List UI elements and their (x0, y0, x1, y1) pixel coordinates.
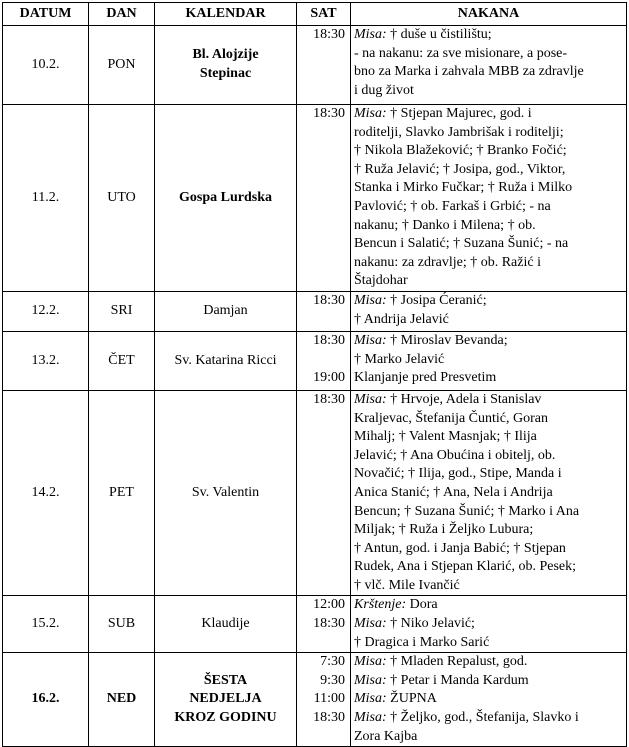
time-cell (297, 390, 351, 596)
intention-line: † Ruža Jelavić; † Josipa, god., Viktor, (354, 161, 566, 177)
time-value: 18:30 (313, 27, 345, 42)
intention-line: Misa: † Niko Jelavić; (354, 616, 475, 632)
intention-cell (351, 331, 627, 390)
header-kalendar: KALENDAR (155, 3, 297, 26)
table-row (3, 390, 627, 596)
intention-line: Rudek, Ana i Stjepan Klarić, ob. Pesek; (354, 559, 577, 575)
header-dan: DAN (89, 3, 155, 26)
calendar-cell (155, 291, 297, 331)
intention-line: Misa: † Hrvoje, Adela i Stanislav (354, 391, 542, 407)
intention-line: Bencun i Salatić; † Suzana Šunić; - na (354, 236, 569, 252)
intention-label: Misa: (354, 391, 387, 407)
intention-label: Misa: (354, 27, 387, 42)
intention-line: Misa: ŽUPNA (354, 691, 437, 707)
time-value: 19:00 (313, 370, 345, 386)
calendar-line: Gospa Lurdska (179, 189, 272, 205)
time-cell (297, 105, 351, 292)
calendar-line: Damjan (203, 303, 248, 319)
intention-line: † vlč. Mile Ivančić (354, 577, 460, 593)
intention-line: bno za Marka i zahvala MBB za zdravlje (354, 64, 584, 80)
intention-line: Zora Kajba (354, 728, 418, 744)
time-value: 18:30 (313, 616, 345, 632)
intention-line: Bencun; † Suzana Šunić; † Marko i Ana (354, 503, 580, 519)
intention-label: Misa: (354, 691, 387, 707)
time-cell (297, 26, 351, 105)
intention-line: Mihalj; † Valent Masnjak; † Ilija (354, 429, 537, 445)
intention-line: roditelji, Slavko Jambrišak i roditelji; (354, 124, 564, 140)
intention-label: Misa: (354, 292, 387, 308)
time-value: 11:00 (313, 691, 345, 707)
intention-line: Kraljevac, Štefanija Čuntić, Goran (354, 410, 548, 426)
calendar-line: KROZ GODINU (174, 710, 277, 726)
intention-cell (351, 291, 627, 331)
intention-line: Pavlović; † ob. Farkaš i Grbić; - na (354, 198, 551, 214)
intention-line: Miljak; † Ruža i Željko Lubura; (354, 522, 534, 538)
header-datum: DATUM (3, 3, 89, 26)
time-value: 18:30 (313, 332, 345, 348)
intention-line: † Dragica i Marko Sarić (354, 634, 490, 650)
time-cell (297, 653, 351, 747)
intention-cell (351, 596, 627, 653)
time-value: 7:30 (320, 654, 345, 670)
intention-label: Misa: (354, 106, 387, 121)
intention-line: Misa: † Stjepan Majurec, god. i (354, 106, 532, 121)
calendar-cell (155, 331, 297, 390)
calendar-line: NEDJELJA (189, 691, 262, 707)
calendar-line: Bl. Alojzije (192, 47, 259, 63)
intention-line: Jelavić; † Ana Obućina i obitelj, ob. (354, 447, 556, 463)
table-row (3, 331, 627, 390)
table-row (3, 596, 627, 653)
calendar-cell (155, 596, 297, 653)
intention-line: Anica Stanić; † Ana, Nela i Andrija (354, 484, 553, 500)
intention-label: Misa: (354, 654, 387, 670)
day-cell: SUB (89, 596, 155, 653)
day-cell: NED (89, 653, 155, 747)
time-value: 18:30 (313, 292, 345, 308)
calendar-line: Sv. Katarina Ricci (174, 352, 277, 368)
intention-label: Misa: (354, 332, 387, 348)
intention-line: Misa: † Željko, god., Štefanija, Slavko i (354, 710, 579, 726)
calendar-cell (155, 390, 297, 596)
intention-label: Misa: (354, 710, 387, 726)
calendar-line: ŠESTA (203, 672, 248, 688)
time-cell (297, 331, 351, 390)
intention-line: † Andrija Jelavić (354, 311, 449, 327)
intention-cell (351, 653, 627, 747)
intention-line: nakanu; † Danko i Milena; † ob. (354, 217, 536, 233)
intention-line: † Marko Jelavić (354, 351, 445, 367)
time-value: 18:30 (313, 391, 345, 407)
date-cell: 15.2. (3, 596, 89, 653)
intention-label: Krštenje: (354, 597, 407, 613)
intention-cell (351, 26, 627, 105)
time-value: 18:30 (313, 106, 345, 121)
intention-line: i dug život (354, 82, 414, 98)
calendar-line: Klaudije (201, 616, 250, 632)
calendar-cell (155, 653, 297, 747)
date-cell: 13.2. (3, 331, 89, 390)
intention-line: - na nakanu: za sve misionare, a pose- (354, 45, 568, 61)
date-cell: 10.2. (3, 26, 89, 105)
intention-line: Klanjanje pred Presvetim (354, 370, 497, 386)
intention-line: nakanu: za zdravlje; † ob. Ražić i (354, 254, 541, 270)
date-cell: 16.2. (3, 653, 89, 747)
table-row (3, 26, 627, 105)
intention-cell (351, 390, 627, 596)
day-cell: PON (89, 26, 155, 105)
intention-line: Misa: † Miroslav Bevanda; (354, 332, 508, 348)
intention-cell (351, 105, 627, 292)
day-cell: ČET (89, 331, 155, 390)
time-value: 12:00 (313, 597, 345, 613)
time-cell (297, 596, 351, 653)
intention-line: Štajdohar (354, 273, 408, 289)
intention-line: Stanka i Mirko Fučkar; † Ruža i Milko (354, 180, 573, 196)
table-row (3, 105, 627, 292)
date-cell: 12.2. (3, 291, 89, 331)
calendar-cell (155, 26, 297, 105)
day-cell: SRI (89, 291, 155, 331)
calendar-cell (155, 105, 297, 292)
day-cell: PET (89, 390, 155, 596)
day-cell: UTO (89, 105, 155, 292)
time-value: 9:30 (320, 672, 345, 688)
intention-line: Krštenje: Dora (354, 597, 438, 613)
table-row (3, 291, 627, 331)
intention-line: † Antun, god. i Janja Babić; † Stjepan (354, 540, 566, 556)
calendar-line: Stepinac (199, 66, 252, 81)
calendar-line: Sv. Valentin (191, 484, 260, 500)
table-row (3, 653, 627, 747)
header-nakana: NAKANA (351, 3, 627, 26)
intention-line: Misa: † duše u čistilištu; (354, 27, 492, 42)
time-value: 18:30 (313, 710, 345, 726)
header-sat: SAT (297, 3, 351, 26)
time-cell (297, 291, 351, 331)
intention-line: Novačić; † Ilija, god., Stipe, Manda i (354, 466, 562, 482)
intention-label: Misa: (354, 672, 387, 688)
header-row (3, 3, 627, 26)
schedule-table (2, 2, 627, 747)
intention-line: Misa: † Josipa Ćeranić; (354, 292, 487, 308)
intention-line: † Nikola Blažeković; † Branko Fočić; (354, 143, 567, 159)
intention-label: Misa: (354, 616, 387, 632)
date-cell: 14.2. (3, 390, 89, 596)
intention-line: Misa: † Petar i Manda Kardum (354, 672, 529, 688)
time-value (300, 351, 345, 370)
date-cell: 11.2. (3, 105, 89, 292)
intention-line: Misa: † Mladen Repalust, god. (354, 654, 528, 670)
